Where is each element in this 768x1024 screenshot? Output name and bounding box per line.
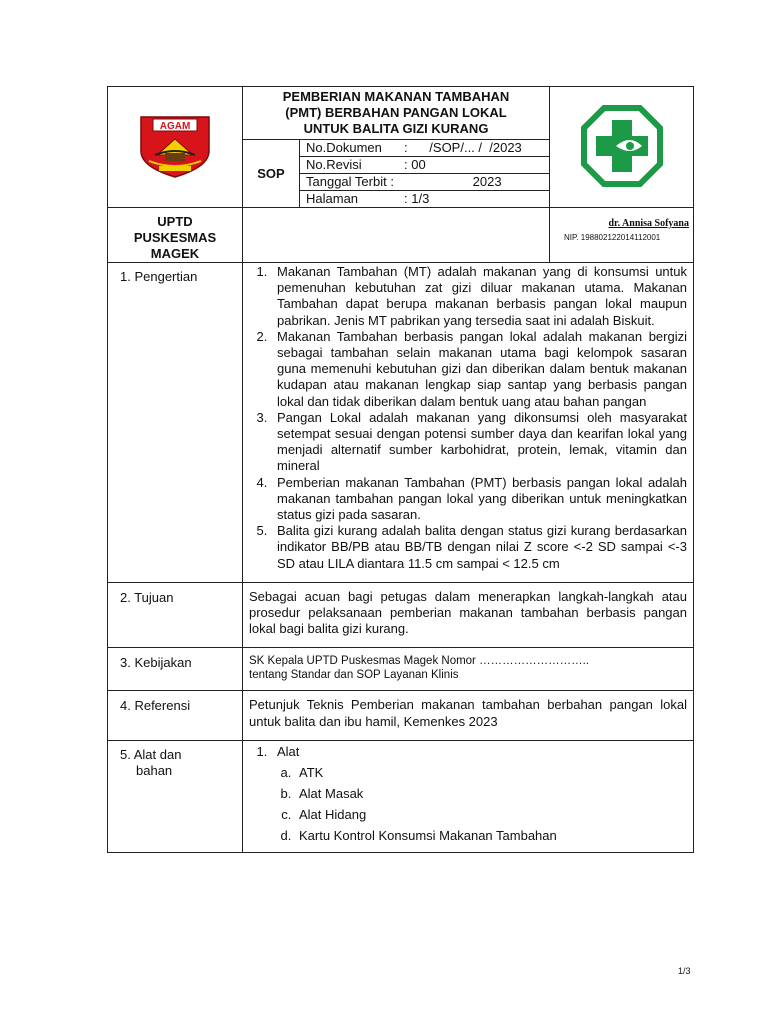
meta-row-no-revisi (300, 157, 549, 174)
blank-cell (243, 208, 550, 263)
list-item: a. ATK (295, 762, 687, 783)
meta-rows (300, 140, 549, 207)
section-content (243, 648, 694, 691)
document-title (243, 87, 549, 139)
meta-value: : 1/3 (404, 191, 430, 206)
signatory-name: dr. Annisa Sofyana (608, 218, 689, 229)
list-item: b. Alat Masak (295, 783, 687, 804)
agam-crest-icon (135, 111, 215, 181)
list-item: 2. Makanan Tambahan berbasis pangan lokal adalah makanan bergizi sebagai tambahan selain makanan utama bagi kelompok sasaran guna memenuhi kebutuhan gizi dan diberikan dalam bentuk makanan kudapan atau makanan lengkap siap santap yang berbasis pangan lokal dan tidak diberikan dalam bentuk uang atau bahan pangan (271, 329, 687, 410)
list-item: 1. Makanan Tambahan (MT) adalah makanan yang di konsumsi untuk pemenuhan kebutuhan zat gizi diluar makanan utama. Makanan Tambahan dapat berupa makanan berbasis pangan lokal maupun pabrikan. Jenis MT pabrikan yang tersedia saat ini adalah Biskuit. (271, 264, 687, 329)
section-label: 3. Kebijakan (108, 648, 243, 691)
agam-logo-text: AGAM (159, 120, 191, 132)
title-line: PEMBERIAN MAKANAN TAMBAHAN (282, 89, 510, 104)
section-alat (108, 740, 694, 852)
title-cell (243, 87, 550, 208)
sop-table (107, 86, 694, 853)
tools-list (249, 744, 687, 760)
org-line: UPTD (157, 214, 193, 229)
section-content: Petunjuk Teknis Pemberian makanan tambahan berbahan pangan lokal untuk balita dan ibu hamil, Kemenkes 2023 (243, 691, 694, 740)
meta-key: No.Revisi (306, 157, 362, 172)
section-label (108, 740, 243, 852)
org-cell (108, 208, 243, 263)
definition-list (249, 264, 687, 572)
meta-value: : 00 (404, 157, 426, 172)
policy-line: SK Kepala UPTD Puskesmas Magek Nomor ……………………….. (249, 655, 589, 668)
signature-cell (550, 208, 694, 263)
org-row (108, 208, 694, 263)
title-line: (PMT) BERBAHAN PANGAN LOKAL (285, 105, 507, 120)
signature-block (550, 208, 693, 242)
sop-document (107, 86, 693, 853)
tools-sublist (249, 762, 687, 846)
meta-value: 2023 (404, 174, 502, 189)
org-name (108, 208, 242, 262)
signatory-nip: NIP. 198802122014112001 (564, 233, 661, 242)
label-line: 5. Alat dan (120, 746, 182, 762)
section-content: Sebagai acuan bagi petugas dalam menerapkan langkah-langkah atau prosedur pelaksanaan pemberian makanan tambahan berbasis pangan lokal bagi balita gizi kurang. (243, 582, 694, 648)
meta-row-halaman (300, 191, 549, 207)
list-item: 3. Pangan Lokal adalah makanan yang dikonsumsi oleh masyarakat setempat sesuai dengan potensi sumber daya dan kearifan lokal yang menjadi alternatif sumber karbohidrat, protein, lemak, vitamin dan mineral (271, 410, 687, 475)
section-content (243, 263, 694, 583)
list-item: d. Kartu Kontrol Konsumsi Makanan Tambahan (295, 825, 687, 846)
meta-key: Tanggal Terbit : (306, 174, 394, 189)
meta-value: : /SOP/... / /2023 (404, 140, 522, 155)
section-kebijakan (108, 648, 694, 691)
section-label: 1. Pengertian (108, 263, 243, 583)
tools-group-label: Alat (277, 743, 300, 759)
policy-line: tentang Standar dan SOP Layanan Klinis (249, 669, 459, 682)
meta-key: Halaman (306, 191, 359, 206)
label-line: bahan (136, 762, 173, 778)
list-item: c. Alat Hidang (295, 804, 687, 825)
list-item: 5. Balita gizi kurang adalah balita dengan status gizi kurang berdasarkan indikator BB/PB atau BB/TB dengan nilai Z score <-2 SD sampai <-3 SD atau LILA diantara 11.5 cm sampai < 12.5 cm (271, 523, 687, 572)
meta-row-tanggal-terbit (300, 174, 549, 191)
org-line: PUSKESMAS (133, 230, 217, 245)
org-line: MAGEK (150, 246, 200, 261)
sop-label: SOP (243, 140, 300, 207)
puskesmas-logo-cell (550, 87, 694, 208)
header-row (108, 87, 694, 208)
list-item (271, 744, 687, 760)
puskesmas-logo-icon (580, 104, 664, 188)
list-item: 4. Pemberian makanan Tambahan (PMT) berbasis pangan lokal adalah makanan tambahan pangan lokal yang diberikan untuk meningkatkan status gizi pada sasaran. (271, 475, 687, 524)
meta-row-no-dokumen (300, 140, 549, 157)
section-tujuan (108, 582, 694, 648)
meta-key: No.Dokumen (306, 140, 382, 155)
section-content (243, 740, 694, 852)
title-line: UNTUK BALITA GIZI KURANG (303, 121, 489, 136)
section-pengertian (108, 263, 694, 583)
page-number: 1/3 (678, 966, 691, 976)
section-label: 2. Tujuan (108, 582, 243, 648)
agam-logo-cell (108, 87, 243, 208)
section-referensi (108, 691, 694, 740)
section-label: 4. Referensi (108, 691, 243, 740)
meta-block (243, 139, 549, 207)
